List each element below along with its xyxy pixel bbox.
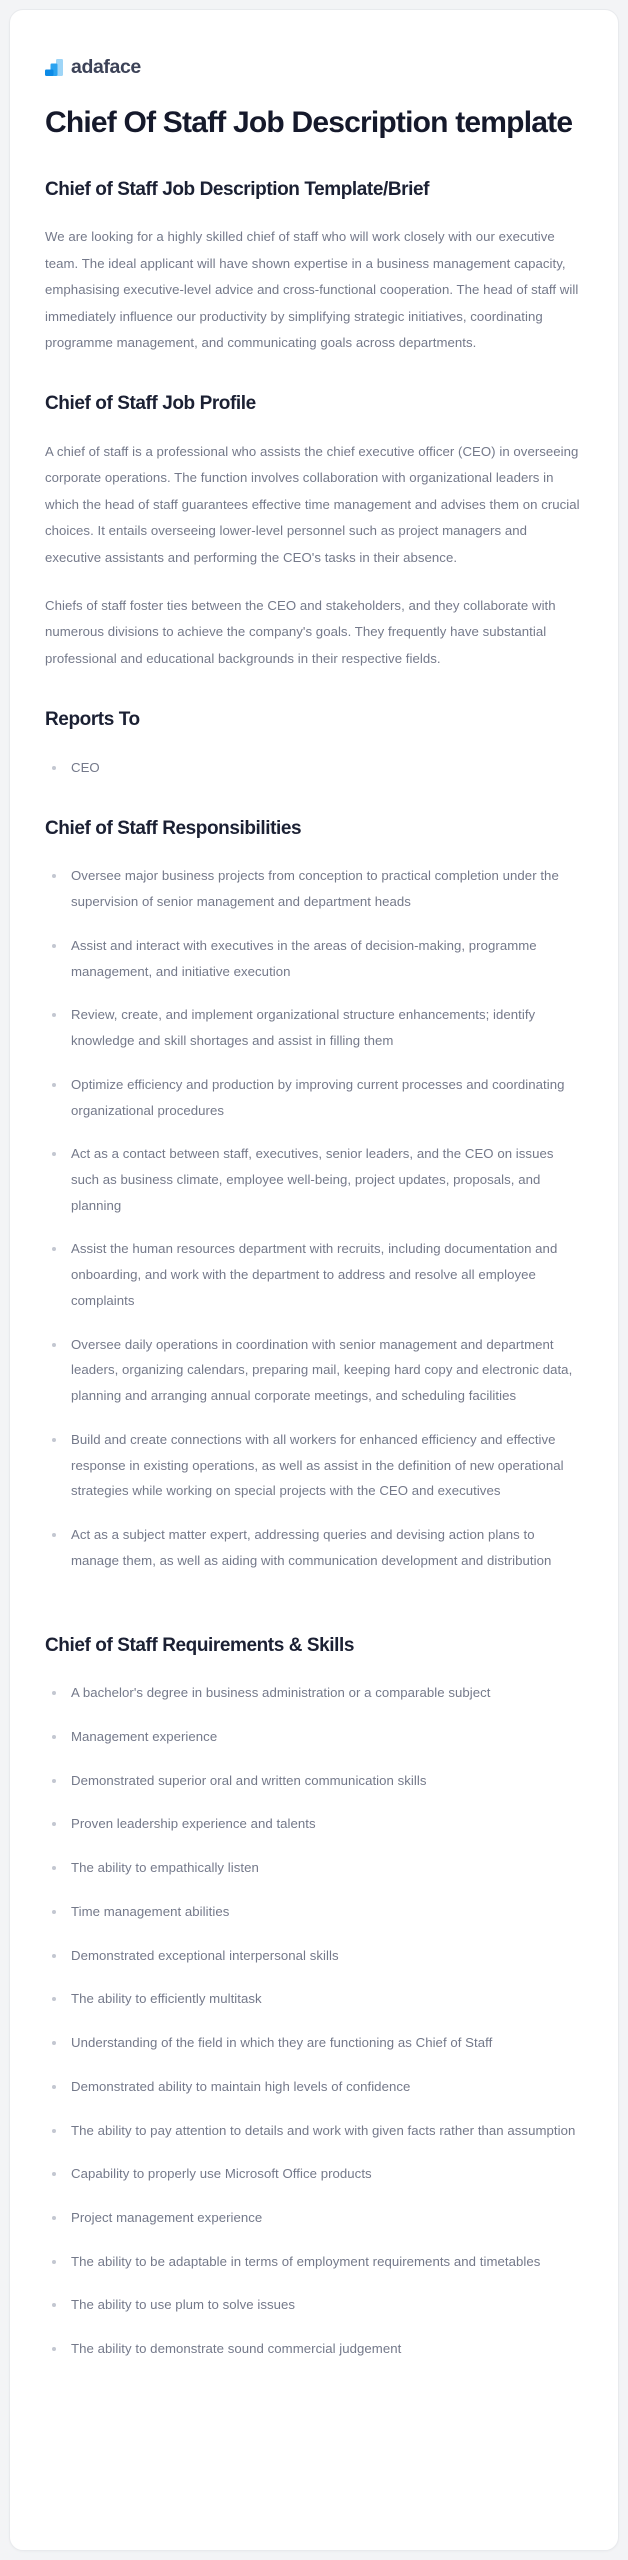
reports-to-list	[43, 755, 585, 781]
section-heading: Chief of Staff Responsibilities	[45, 817, 302, 839]
list-item: A bachelor's degree in business administration or a comparable subject	[45, 1680, 585, 1706]
list-item: Optimize efficiency and production by improving current processes and coordinating organizational procedures	[45, 1072, 585, 1123]
list-item: Capability to properly use Microsoft Office products	[45, 2161, 585, 2187]
list-item: The ability to efficiently multitask	[45, 1986, 585, 2012]
section-job-profile	[43, 392, 585, 672]
list-item: CEO	[45, 755, 585, 781]
list-item: Management experience	[45, 1724, 585, 1750]
list-item: Oversee major business projects from conception to practical completion under the supervision of senior management and department heads	[45, 863, 585, 914]
list-item: Oversee daily operations in coordination with senior management and department leaders, organizing calendars, preparing mail, keeping hard copy and electronic data, planning and arranging annual corporate meetings, and scheduling facilities	[45, 1332, 585, 1409]
section-heading: Chief of Staff Requirements & Skills	[45, 1634, 354, 1656]
paragraph: We are looking for a highly skilled chief of staff who will work closely with our executive team. The ideal applicant will have shown expertise in a business management capacity, emphasising executive-level advice and cross-functional cooperation. The head of staff will immediately influence our productivity by simplifying strategic initiatives, coordinating programme management, and communicating goals across departments.	[45, 229, 579, 350]
list-item: Assist and interact with executives in the areas of decision-making, programme management, and initiative execution	[45, 933, 585, 984]
list-item: Project management experience	[45, 2205, 585, 2231]
list-item: The ability to use plum to solve issues	[45, 2292, 585, 2318]
section-heading: Chief of Staff Job Profile	[45, 393, 256, 415]
list-item: Proven leadership experience and talents	[45, 1811, 585, 1837]
section-heading: Chief of Staff Job Description Template/Brief	[45, 178, 430, 200]
list-item: Act as a subject matter expert, addressing queries and devising action plans to manage them, as well as aiding with communication development and distribution	[45, 1522, 585, 1573]
section-job-description-brief	[43, 178, 585, 357]
list-item: The ability to be adaptable in terms of employment requirements and timetables	[45, 2249, 585, 2275]
list-item: Assist the human resources department with recruits, including documentation and onboarding, and work with the department to address and resolve all employee complaints	[45, 1236, 585, 1313]
list-item: Demonstrated ability to maintain high levels of confidence	[45, 2074, 585, 2100]
list-item: Demonstrated exceptional interpersonal skills	[45, 1943, 585, 1969]
list-item: Review, create, and implement organizational structure enhancements; identify knowledge and skill shortages and assist in filling them	[45, 1002, 585, 1053]
section-responsibilities	[43, 817, 585, 1574]
document-card	[9, 9, 619, 2551]
brand-logo[interactable]	[45, 56, 585, 79]
list-item: The ability to empathically listen	[45, 1855, 585, 1881]
section-heading: Reports To	[45, 709, 140, 731]
list-item: Understanding of the field in which they are functioning as Chief of Staff	[45, 2030, 585, 2056]
page-title: Chief Of Staff Job Description template	[45, 106, 573, 139]
adaface-bar-chart-icon	[45, 59, 64, 77]
section-reports-to	[43, 708, 585, 780]
paragraph: A chief of staff is a professional who assists the chief executive officer (CEO) in overseeing corporate operations. The function involves collaboration with organizational leaders in which the head of staff guarantees effective time management and advises them on crucial choices. It entails overseeing lower-level personnel such as project managers and executive assistants and performing the CEO's tasks in their absence.	[45, 444, 580, 565]
list-item: Time management abilities	[45, 1899, 585, 1925]
section-spacer	[43, 1584, 585, 1598]
requirements-list	[43, 1680, 585, 2362]
responsibilities-list	[43, 863, 585, 1573]
list-item: The ability to pay attention to details and work with given facts rather than assumption	[45, 2118, 585, 2144]
section-requirements-skills	[43, 1634, 585, 2362]
paragraph: Chiefs of staff foster ties between the CEO and stakeholders, and they collaborate with numerous divisions to achieve the company's goals. They frequently have substantial professional and educational backgrounds in their respective fields.	[45, 598, 556, 666]
list-item: The ability to demonstrate sound commercial judgement	[45, 2336, 585, 2362]
list-item: Demonstrated superior oral and written communication skills	[45, 1768, 585, 1794]
list-item: Act as a contact between staff, executives, senior leaders, and the CEO on issues such as business climate, employee well-being, project updates, proposals, and planning	[45, 1141, 585, 1218]
list-item: Build and create connections with all workers for enhanced efficiency and effective response in existing operations, as well as assist in the definition of new operational strategies while working on special projects with the CEO and executives	[45, 1427, 585, 1504]
brand-name: adaface	[71, 56, 141, 78]
